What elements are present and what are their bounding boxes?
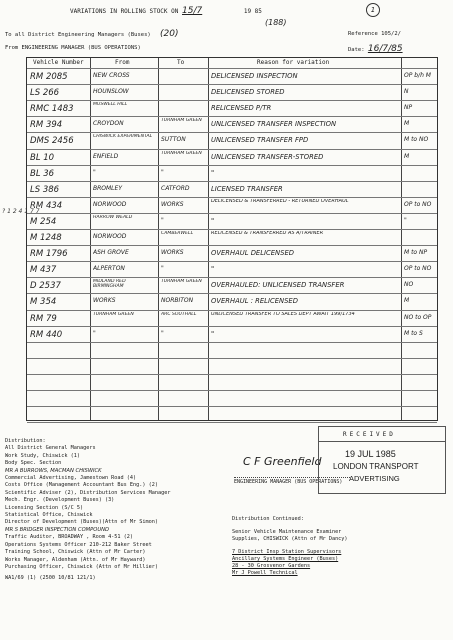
table-row (27, 166, 437, 181)
cell-vehicle-number: RM 440 (30, 329, 63, 340)
table-row (27, 327, 437, 342)
cell-from: CHISWICK EXPERIMENTAL (93, 134, 153, 140)
cell-code: " (404, 216, 407, 224)
cell-to: CATFORD (161, 184, 190, 192)
distribution-continued-entry: 7 District Insp Station Supervisors (232, 548, 342, 555)
to-count: (20) (160, 29, 179, 39)
cell-vehicle-number: RM 434 (30, 200, 63, 211)
distribution-continued-entry: Senior Vehicle Maintenance Examiner (232, 529, 342, 536)
distribution-entry: MR S BRIDGER INSPECTION COMPOUND (5, 526, 110, 533)
stamp-org-line1: LONDON TRANSPORT (333, 462, 419, 471)
table-row (27, 214, 437, 229)
cell-reason: " (211, 265, 215, 274)
header-vehicle-number: Vehicle Number (33, 59, 84, 66)
distribution-entry: Training School, Chiswick (Attn of Mr Carter) (5, 549, 146, 556)
cell-code: M (404, 120, 410, 128)
cell-vehicle-number: RM 394 (30, 120, 63, 131)
reference-line: Reference 105/2/ (348, 31, 401, 37)
cell-from: NEW CROSS (93, 72, 130, 79)
distribution-entry: Costs Office (Management Accountant Bus Eng.) (2) (5, 482, 159, 489)
cell-from: CROYDON (93, 120, 124, 128)
distribution-entry: Licensing Section (S/C 5) (5, 504, 84, 511)
cell-to: SUTTON (161, 136, 186, 144)
table-row (27, 262, 437, 277)
cell-vehicle-number: LS 386 (30, 184, 60, 195)
distribution-continued-entries (232, 529, 432, 577)
from-line: From ENGINEERING MANAGER (BUS OPERATIONS) (5, 45, 141, 51)
distribution-entry: Body Spec. Section (5, 460, 62, 467)
memo-title (70, 6, 262, 16)
table-row-rule (27, 406, 437, 407)
distribution-entry: Mech. Engr. (Development Buses) (3) (5, 497, 115, 504)
table-row (27, 182, 437, 197)
table-row (27, 150, 437, 165)
variations-table (26, 57, 438, 421)
table-row (27, 117, 437, 132)
distribution-entries (5, 445, 245, 571)
cell-vehicle-number: RMC 1483 (30, 104, 74, 115)
distribution-continued (232, 516, 432, 577)
margin-note: ? 1 2 4 1 7 7 (2, 208, 40, 215)
cell-reason: " (211, 168, 215, 177)
distribution-entry: All District General Managers (5, 445, 96, 452)
cell-to: WORKS (161, 200, 184, 208)
cell-from: MUSWELL HILL (93, 102, 128, 108)
cell-to: WORKS (161, 249, 184, 257)
distribution-continued-entry: Mr J Powell Technical (232, 570, 298, 577)
cell-to: TURNHAM GREEN (161, 118, 202, 124)
distribution-entry: Director of Development (Buses)(Attn of Mr Simon) (5, 519, 159, 526)
stamp-received: RECEIVED (343, 431, 396, 438)
to-line (5, 29, 179, 39)
cell-from: ENFIELD (93, 152, 119, 160)
cell-code: M (404, 297, 410, 305)
cell-to: NORBITON (161, 297, 194, 305)
header-to: To (177, 59, 185, 66)
table-row-rule (27, 358, 437, 359)
distribution-heading: Distribution: (5, 438, 46, 444)
form-reference: WA1/69 (1) (2500 10/81 121/1) (5, 575, 96, 582)
cell-code: M to NO (404, 136, 429, 144)
cell-vehicle-number: BL 36 (30, 168, 55, 179)
cell-to: " (161, 168, 164, 176)
cell-vehicle-number: M 437 (30, 265, 57, 276)
cell-reason: DELICENSED INSPECTION (211, 72, 298, 80)
table-row (27, 311, 437, 326)
cell-reason: OVERHAUL DELICENSED (211, 249, 294, 258)
cell-from: NORWOOD (93, 233, 127, 240)
table-row-rule (27, 390, 437, 391)
distribution-entry: Purchasing Officer, Chiswick (Attn of Mr Hillier) (5, 563, 159, 570)
cell-code: OP b/h M (404, 72, 431, 79)
table-row (27, 133, 437, 148)
date-line (348, 44, 403, 54)
stamp-divider (319, 441, 445, 442)
cell-to: ARC SOUTHALL (161, 311, 197, 317)
cell-vehicle-number: BL 10 (30, 152, 55, 163)
distribution-continued-entry: 28 - 30 Grosvenor Gardens (232, 563, 311, 570)
distribution-entry: Operations Systems Officer 210-212 Baker Street (5, 541, 152, 548)
distribution-entry: Statistical Office, Chiswick (5, 512, 93, 519)
cell-reason: LICENSED TRANSFER (211, 184, 283, 193)
cell-to: " (161, 216, 164, 224)
cell-vehicle-number: M 254 (30, 216, 57, 227)
signature: C F Greenfield (243, 455, 322, 468)
cell-vehicle-number: RM 79 (30, 313, 57, 324)
cell-code: OP to NO (404, 265, 432, 273)
title-date: 15/7 (182, 6, 203, 16)
cell-code: NP (404, 104, 413, 112)
cell-code: NO (404, 281, 414, 289)
handwritten-ref-188: (188) (265, 18, 287, 27)
date-value: 16/7/85 (367, 44, 403, 54)
cell-from: HOUNSLOW (93, 88, 129, 96)
distribution-continued-entry: Ancillary Systems Engineer (Buses) (232, 555, 339, 562)
stamp-org-line2: ADVERTISING (349, 474, 400, 483)
table-row (27, 101, 437, 116)
received-stamp (318, 426, 446, 494)
cell-to: " (161, 265, 164, 273)
cell-vehicle-number: M 1248 (30, 233, 62, 243)
cell-vehicle-number: D 2537 (30, 281, 61, 292)
cell-to: " (161, 329, 164, 337)
distribution-continued-heading: Distribution Continued: (232, 516, 304, 522)
cell-reason: UNLICENSED TRANSFER FPD (211, 136, 309, 145)
table-row (27, 85, 437, 100)
cell-reason: UNLICENSED TRANSFER TO SALES DEPT AWAIT 199/1734 (211, 311, 355, 317)
cell-code: N (404, 88, 409, 96)
table-row-rule (27, 342, 437, 343)
to-text: To all District Engineering Managers (Buses) (5, 32, 151, 38)
title-year: 19 85 (243, 8, 262, 15)
distribution-continued-entry: Supplies, CHISWICK (Attn of Mr Dancy) (232, 536, 348, 543)
cell-vehicle-number: DMS 2456 (30, 136, 74, 147)
distribution-entry: Scientific Adviser (2), Distribution Services Manager (5, 489, 171, 496)
cell-reason: UNLICENSED TRANSFER INSPECTION (211, 120, 337, 129)
distribution-entry: MR A BURROWS, MACMAN CHISWICK (5, 467, 102, 474)
cell-from: ASH GROVE (93, 249, 129, 257)
cell-vehicle-number: RM 2085 (30, 72, 68, 82)
cell-from: HARROW WEALD (93, 214, 133, 220)
page-number: 1 (366, 3, 380, 17)
table-row (27, 230, 437, 245)
cell-code: M to NP (404, 249, 428, 257)
cell-reason: OVERHAULED: UNLICENSED TRANSFER (211, 281, 345, 290)
cell-from: NORWOOD (93, 200, 127, 208)
cell-vehicle-number: RM 1796 (30, 249, 68, 260)
header-reason: Reason for variation (257, 59, 330, 66)
cell-from: MIDLAND RED BIRMINGHAM (93, 279, 126, 290)
cell-reason: OVERHAUL : RELICENSED (211, 297, 298, 306)
cell-code: OP to NO (404, 200, 432, 208)
cell-from: ALPERTON (93, 265, 125, 273)
cell-from: " (93, 329, 96, 337)
table-row (27, 198, 437, 213)
cell-from: WORKS (93, 297, 116, 305)
date-label: Date: (348, 47, 365, 53)
distribution-entry: Traffic Auditor, BROADWAY , Room 4-51 (2) (5, 534, 134, 541)
table-row-rule (27, 374, 437, 375)
cell-reason: DELICENSED & TRANSFERRED - RETURNED OVERHAUL (211, 198, 349, 204)
signature-caption: ENGINEERING MANAGER (BUS OPERATIONS) (234, 479, 343, 485)
distribution-entry: Works Manager, Aldenham (Attn. of Mr Hayward) (5, 556, 146, 563)
cell-from: TURNHAM GREEN (93, 311, 134, 317)
table-row (27, 69, 437, 84)
cell-reason: RELICENSED P/TR (211, 104, 272, 113)
cell-to: TURNHAM GREEN (161, 150, 202, 156)
cell-code: M to S (404, 329, 423, 337)
stamp-date: 19 JUL 1985 (345, 449, 396, 459)
cell-reason: RELICENSED & TRANSFERRED AS A/TRAINER (211, 231, 324, 236)
cell-code: M (404, 152, 410, 160)
cell-vehicle-number: LS 266 (30, 88, 60, 99)
cell-code: NO to OP (404, 313, 432, 321)
cell-to: CAMBERWELL (161, 231, 194, 236)
table-row-rule (27, 422, 437, 423)
cell-from: BROMLEY (93, 184, 122, 192)
distribution-list (5, 438, 245, 583)
header-from: From (115, 59, 130, 66)
table-row (27, 294, 437, 309)
table-row (27, 278, 437, 293)
cell-reason: " (211, 329, 215, 338)
table-row (27, 246, 437, 261)
cell-reason: " (211, 216, 215, 225)
cell-from: " (93, 168, 96, 176)
cell-reason: DELICENSED STORED (211, 88, 285, 97)
cell-to: TURNHAM GREEN (161, 279, 202, 285)
cell-vehicle-number: M 354 (30, 297, 57, 308)
distribution-entry: Work Study, Chiswick (1) (5, 452, 80, 459)
cell-reason: UNLICENSED TRANSFER-STORED (211, 152, 324, 161)
title-prefix: VARIATIONS IN ROLLING STOCK ON (70, 8, 179, 15)
distribution-entry: Commercial Advertising, Jamestown Road (4) (5, 475, 137, 482)
